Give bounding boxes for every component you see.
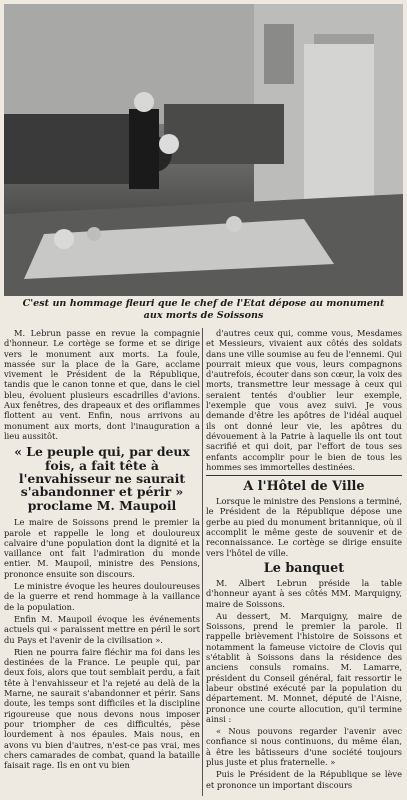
subhead-banquet: Le banquet (263, 560, 345, 576)
article-paragraph: Puis le Président de la République se lève et prononce un important discours (206, 769, 402, 790)
article-paragraph: Lorsque le ministre des Pensions a terminé, le Président de la République dépose une gerbe au pied du monument britannique, où il accomplit le même geste de souvenir et de reconnaissance. Le cortège se dirige ensuite vers l'hôtel de ville. (206, 496, 402, 558)
monument-photo-illustration (4, 4, 403, 296)
article-paragraph: M. Lebrun passe en revue la compagnie d'honneur. Le cortège se forme et se dirige vers le monument aux morts. La foule, massée sur la place de la Gare, acclame vivement le Président de la République, tandis que le canon tonne et que, dans le ciel bleu, évoluent plusieurs escadrilles d'avions. Aux fenêtres, des drapeaux et des oriflammes flottent au vent. Enfin, nous arrivons au monument aux morts, dont l'inauguration a lieu aussitôt. (4, 328, 200, 441)
right-column (206, 328, 402, 798)
left-column (4, 328, 200, 798)
article-paragraph: Rien ne pourra faire fléchir ma foi dans les destinées de la France. Le peuple qui, par deux fois, alors que tout semblait perdu, a fait tête à l'envahisseur et l'a rejeté au delà de la Marne, ne saurait s'abandonner et périr. Sans doute, les temps sont difficiles et la discipline rigoureuse que nous devons nous imposer pour triompher de ces difficultés, pèse lourdement à nos épaules. Mais nous, en avons vu bien d'autres, n'est-ce pas vrai, mes chers camarades de combat, quand la bataille faisait rage. Ils en ont vu bien (4, 646, 200, 771)
article-paragraph: M. Albert Lebrun préside la table d'honneur ayant à ses côtés MM. Marquigny, maire de Soissons. (206, 577, 402, 609)
article-paragraph: Le maire de Soissons prend le premier la parole et rappelle le long et douloureux calvaire d'une population dont la dignité et la vaillance ont fait l'admiration du monde entier. M. Maupoil, ministre des Pensions, prononce ensuite son discours. (4, 517, 200, 579)
section-rule (206, 475, 402, 476)
article-paragraph: Enfin M. Maupoil évoque les événements actuels qui « paraissent mettre en péril le sort du Pays et l'avenir de la civilisation ». (4, 613, 200, 645)
caption-line-1: C'est un hommage fleuri que le chef de l'Etat dépose au monument (22, 298, 385, 309)
article-paragraph: d'autres ceux qui, comme vous, Mesdames et Messieurs, vivaient aux côtés des soldats dans une ville soumise au feu de l'ennemi. Qui pourrait mieux que vous, leurs compagnons d'autrefois, écouter dans son cœur, la voix des morts, transmettre leur message à ceux qui seraient tentés d'oublier leur exemple, l'exemple que vous avez suivi. Je vous demande d'être les apôtres de l'idéal auquel ils ont donné leur vie, les apôtres du dévouement à la Patrie à laquelle ils ont tout sacrifié et qui doit, par l'effort de tous ses enfants accomplir pour le bien de tous les hommes ses immortelles destinées. (206, 328, 402, 472)
caption-line-2: aux morts de Soissons (143, 309, 264, 321)
photo-caption (8, 298, 399, 321)
column-divider (202, 328, 203, 796)
article-paragraph: Au dessert, M. Marquigny, maire de Soissons, prend le premier la parole. Il rappelle brièvement l'histoire de Soissons et notamment la fameuse victoire de Clovis qui s'établit à Soissons dans la résidence des anciens consuls romains. M. Lamarre, président du Conseil général, fait ressortir le labeur obstiné exécuté par la population du département. M. Monnet, député de l'Aisne, prononce une courte allocution, qu'il termine ainsi : (206, 610, 402, 724)
article-paragraph: « Nous pouvons regarder l'avenir avec confiance si nous continuons, du même élan, à être les bâtisseurs d'une société toujours plus juste et plus fraternelle. » (206, 726, 402, 767)
article-paragraph: Le ministre évoque les heures douloureuses de la guerre et rend hommage à la vaillance de la population. (4, 581, 200, 612)
headline-quote: « Le peuple qui, par deux fois, a fait tête à l'envahisseur ne saurait s'abandonner et périr » proclame M. Maupoil (14, 444, 190, 513)
subhead-hotel-de-ville: A l'Hôtel de Ville (243, 479, 365, 495)
photograph (4, 4, 403, 296)
